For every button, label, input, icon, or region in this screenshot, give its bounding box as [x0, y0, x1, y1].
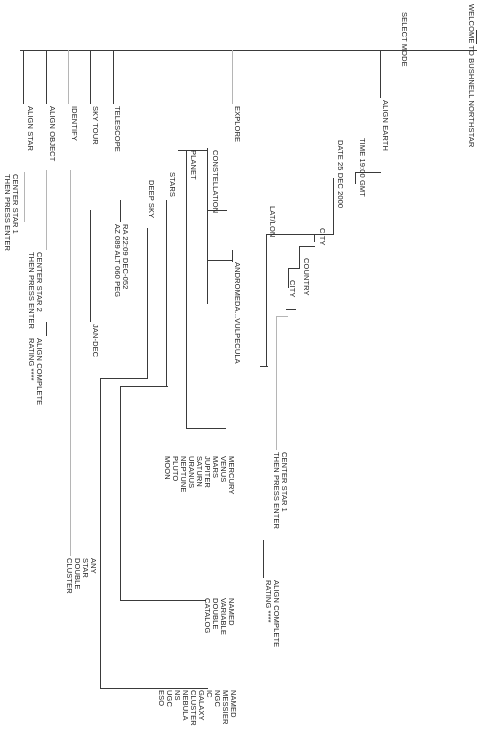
- object-center-star-1: CENTER STAR 2: [35, 252, 44, 312]
- country-node[interactable]: COUNTRY: [302, 258, 311, 296]
- select-mode-label: SELECT MODE: [400, 12, 409, 67]
- date-node[interactable]: DATE 25 DEC 2000: [336, 140, 345, 209]
- deep-sky-list-drop: [100, 378, 101, 688]
- time-to-date: [355, 172, 356, 184]
- star-type-double[interactable]: DOUBLE: [211, 598, 220, 630]
- deep-sky-node[interactable]: DEEP SKY: [147, 180, 156, 219]
- telescope-readout-2: AZ 089 ALT 060 PEG: [113, 224, 122, 298]
- earth-align-complete-1: ALIGN COMPLETE: [272, 580, 281, 648]
- city2-hook: [286, 309, 296, 310]
- align-earth-node[interactable]: ALIGN EARTH: [381, 100, 390, 151]
- planet-mars[interactable]: MARS: [211, 456, 220, 479]
- planet-node[interactable]: PLANET: [189, 150, 198, 180]
- telescope-node[interactable]: TELESCOPE: [113, 106, 122, 152]
- deep-sky-galaxy[interactable]: GALAXY: [197, 690, 206, 721]
- align-star-to-center: [24, 172, 25, 222]
- align-object-to-center: [46, 170, 47, 250]
- align-object-drop: [46, 50, 47, 104]
- deep-sky-messier[interactable]: MESSIER: [221, 690, 230, 725]
- earth-center-star-1: CENTER STAR 1: [280, 452, 289, 512]
- country-drop: [299, 246, 300, 268]
- align-star-drop: [23, 50, 24, 104]
- telescope-readout-1: RA 22:09 DEC-052: [121, 224, 130, 290]
- center2-to-align: [46, 322, 47, 336]
- stars-list-bar: [120, 600, 206, 601]
- identify-cluster[interactable]: CLUSTER: [65, 558, 74, 594]
- identify-to-options: [70, 170, 71, 556]
- identify-drop: [68, 50, 69, 104]
- identify-node[interactable]: IDENTIFY: [70, 106, 79, 141]
- city2-to-center: [276, 316, 277, 450]
- sky-tour-to-jan: [90, 210, 91, 322]
- deep-sky-drop: [147, 228, 148, 378]
- star-center-star-2: THEN PRESS ENTER: [3, 174, 12, 252]
- constellation-to-list: [208, 260, 232, 261]
- earth-center-star-2: THEN PRESS ENTER: [272, 452, 281, 530]
- object-align-complete-1: ALIGN COMPLETE: [35, 338, 44, 406]
- constellation-list-drop: [232, 250, 233, 262]
- deep-sky-nebula[interactable]: NEBULA: [181, 690, 190, 721]
- stars-drop: [166, 200, 167, 386]
- planet-bar: [186, 428, 226, 429]
- stars-bar: [120, 386, 168, 387]
- sky-tour-node[interactable]: SKY TOUR: [91, 106, 100, 145]
- welcome-title: WELCOME TO BUSHNELL NORTHSTAR: [467, 4, 476, 148]
- planet-neptune[interactable]: NEPTUNE: [179, 456, 188, 493]
- city2-tail: [276, 316, 288, 317]
- city-node[interactable]: CITY: [318, 228, 327, 246]
- planet-saturn[interactable]: SATURN: [195, 456, 204, 487]
- deep-sky-bar: [100, 378, 148, 379]
- planet-venus[interactable]: VENUS: [219, 456, 228, 483]
- time-node[interactable]: TIME 19:00 GMT: [358, 138, 367, 197]
- deep-sky-cluster[interactable]: CLUSTER: [189, 690, 198, 726]
- date-drop: [333, 178, 334, 234]
- planet-moon[interactable]: MOON: [163, 456, 172, 480]
- identify-double[interactable]: DOUBLE: [73, 558, 82, 590]
- deep-sky-named[interactable]: NAMED: [229, 690, 238, 718]
- star-type-named[interactable]: NAMED: [227, 598, 236, 626]
- deep-sky-list-bar: [100, 688, 208, 689]
- align-object-node[interactable]: ALIGN OBJECT: [48, 106, 57, 162]
- planet-uranus[interactable]: URANUS: [187, 456, 196, 489]
- planet-jupiter[interactable]: JUPITER: [203, 456, 212, 488]
- star-type-catalog[interactable]: CATALOG: [203, 598, 212, 634]
- deep-sky-ns[interactable]: NS: [173, 690, 182, 701]
- align-star-node[interactable]: ALIGN STAR: [26, 106, 35, 152]
- sky-tour-drop: [90, 50, 91, 104]
- star-type-variable[interactable]: VARIABLE: [219, 598, 228, 635]
- explore-drop: [232, 50, 233, 104]
- latlon-node[interactable]: LAT/LON: [268, 206, 277, 238]
- telescope-drop: [113, 50, 114, 104]
- telescope-readout-line: [120, 200, 121, 222]
- deep-sky-ugc[interactable]: UGC: [165, 690, 174, 707]
- constellation-list[interactable]: ANDROMEDA...VULPECULA: [233, 262, 242, 364]
- center-to-align: [263, 540, 264, 578]
- latlon-bar: [260, 366, 268, 367]
- date-city-stub: [314, 234, 315, 242]
- align-earth-drop: [380, 50, 381, 98]
- latlon-drop: [266, 234, 267, 366]
- planet-mercury[interactable]: MERCURY: [227, 456, 236, 495]
- identify-any[interactable]: ANY: [89, 558, 98, 574]
- deep-sky-eso[interactable]: ESO: [157, 690, 166, 707]
- stars-list-drop: [120, 386, 121, 600]
- city-country: [299, 246, 315, 247]
- deep-sky-ic[interactable]: IC: [205, 690, 214, 698]
- planet-drop: [186, 150, 187, 428]
- star-center-star-1: CENTER STAR 1: [11, 174, 20, 234]
- stars-node[interactable]: STARS: [168, 172, 177, 197]
- earth-align-complete-2: RATING ****: [264, 580, 273, 623]
- country-city: [288, 268, 300, 269]
- explore-children-bus: [207, 148, 208, 304]
- object-align-complete-2: RATING ****: [27, 338, 36, 381]
- trunk-line: [476, 30, 477, 44]
- object-center-star-2: THEN PRESS ENTER: [27, 252, 36, 330]
- constellation-node[interactable]: CONSTELLATION: [211, 150, 220, 214]
- identify-star[interactable]: STAR: [81, 558, 90, 578]
- sky-tour-months[interactable]: JAN-DEC: [91, 324, 100, 358]
- city2-node[interactable]: CITY: [288, 280, 297, 298]
- deep-sky-ngc[interactable]: NGC: [213, 690, 222, 707]
- planet-pluto[interactable]: PLUTO: [171, 456, 180, 482]
- explore-node[interactable]: EXPLORE: [233, 106, 242, 143]
